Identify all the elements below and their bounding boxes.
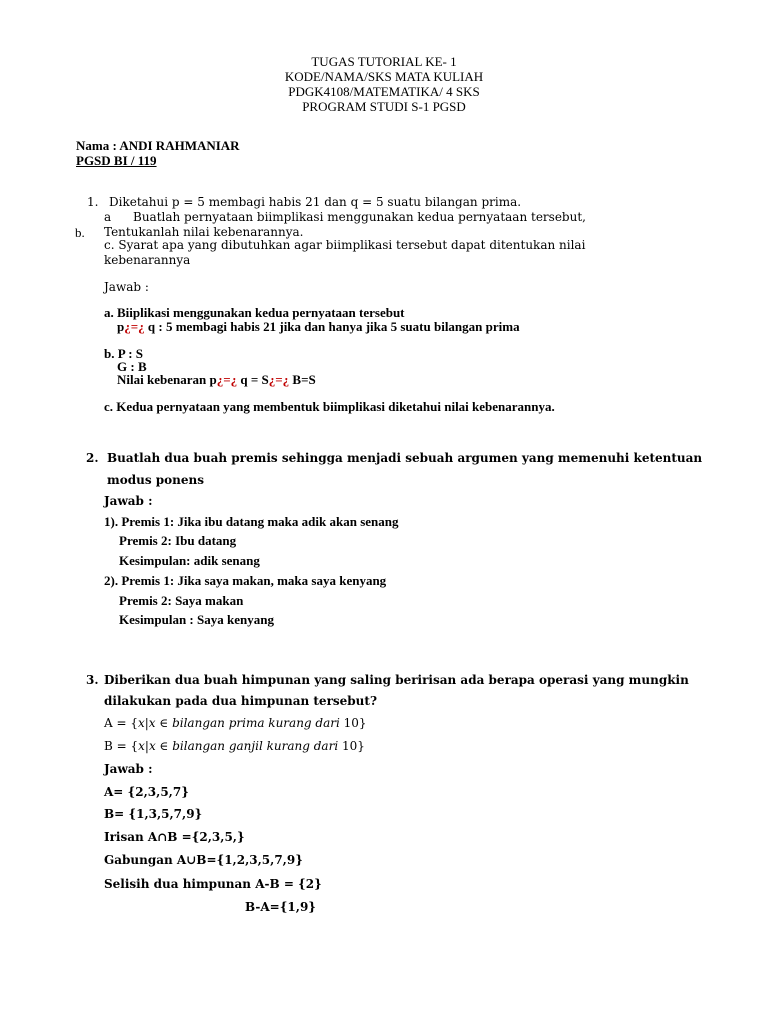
q3-answer-line: B-A={1,9} (245, 900, 317, 914)
q1-number: 1. (87, 195, 99, 209)
q1-ans-a-symbol: ¿=¿ (124, 319, 145, 334)
q3-set-a-post: 10} (339, 716, 367, 730)
q3-set-a (104, 716, 367, 731)
q3-text-2: dilakukan pada dua himpunan tersebut? (104, 694, 377, 708)
q2-item: Kesimpulan : Saya kenyang (119, 612, 274, 627)
q3-set-b-post: 10} (338, 739, 365, 753)
q1-ans-a-p: p (117, 319, 125, 334)
header-line-4: PROGRAM STUDI S-1 PGSD (302, 99, 466, 114)
q1-ans-b-mid: q = S (237, 372, 269, 387)
q3-answer-line: Irisan A∩B ={2,3,5,} (104, 830, 245, 844)
q1-ans-b-end: B=S (289, 372, 316, 387)
header-line-3: PDGK4108/MATEMATIKA/ 4 SKS (288, 84, 480, 99)
q2-item: Premis 2: Ibu datang (119, 533, 237, 548)
q1-ans-a-title: a. Biiplikasi menggunakan kedua pernyataan tersebut (104, 305, 405, 320)
header-line-1: TUGAS TUTORIAL KE- 1 (311, 54, 457, 69)
q1-b-marker: b. (75, 225, 85, 240)
q1-b-text: Tentukanlah nilai kebenarannya. (104, 225, 304, 239)
q1-c-text: c. Syarat apa yang dibutuhkan agar biimplikasi tersebut dapat ditentukan nilai (104, 238, 586, 252)
q2-item: Premis 2: Saya makan (119, 593, 244, 608)
q1-ans-b-g: G : B (117, 359, 147, 374)
q1-text: Diketahui p = 5 membagi habis 21 dan q = 5 suatu bilangan prima. (109, 195, 522, 209)
q1-ans-a-rest: q : 5 membagi habis 21 jika dan hanya jika 5 suatu bilangan prima (144, 319, 520, 334)
q3-set-a-def: x|x ∈ bilangan prima kurang dari (137, 716, 340, 730)
q3-answer-line: A= {2,3,5,7} (104, 785, 189, 799)
q2-text: Buatlah dua buah premis sehingga menjadi sebuah argumen yang memenuhi ketentuan (107, 451, 703, 465)
q3-set-b (104, 739, 365, 754)
student-class: PGSD BI / 119 (76, 153, 157, 168)
q1-c-text-2: kebenarannya (104, 253, 191, 267)
q3-text: Diberikan dua buah himpunan yang saling beririsan ada berapa operasi yang mungkin (104, 673, 689, 687)
header-line-2: KODE/NAMA/SKS MATA KULIAH (284, 69, 484, 84)
q1-ans-b-symbol-2: ¿=¿ (268, 372, 290, 387)
q3-answer-line: Selisih dua himpunan A-B = {2} (104, 877, 322, 891)
q1-ans-c: c. Kedua pernyataan yang membentuk biimplikasi diketahui nilai kebenarannya. (104, 399, 555, 414)
student-name: Nama : ANDI RAHMANIAR (76, 138, 240, 153)
q2-item: 1). Premis 1: Jika ibu datang maka adik akan senang (104, 514, 399, 529)
q3-set-a-pre: A = { (104, 716, 138, 730)
q1-answer-label: Jawab : (104, 280, 149, 294)
q1-ans-a-statement (117, 319, 520, 334)
q3-number: 3. (86, 673, 99, 687)
q2-answer-label: Jawab : (104, 494, 153, 508)
q1-ans-b-value (117, 372, 316, 387)
q3-answer-label: Jawab : (104, 762, 153, 776)
q3-set-b-def: x|x ∈ bilangan ganjil kurang dari (138, 739, 339, 753)
q3-set-b-pre: B = { (104, 739, 139, 753)
q2-text-2: modus ponens (107, 473, 204, 487)
q2-number: 2. (86, 451, 99, 465)
q3-answer-line: Gabungan A∪B={1,2,3,5,7,9} (104, 853, 303, 867)
q3-answer-line: B= {1,3,5,7,9} (104, 807, 203, 821)
q1-ans-b-p: b. P : S (104, 346, 144, 361)
q1-a-marker: a (104, 210, 112, 224)
q1-a-text: Buatlah pernyataan biimplikasi menggunakan kedua pernyataan tersebut, (133, 210, 586, 224)
q1-ans-b-symbol-1: ¿=¿ (216, 372, 238, 387)
q2-item: 2). Premis 1: Jika saya makan, maka saya kenyang (104, 573, 387, 588)
q2-item: Kesimpulan: adik senang (119, 553, 260, 568)
q1-ans-b-val-pre: Nilai kebenaran p (117, 372, 217, 387)
